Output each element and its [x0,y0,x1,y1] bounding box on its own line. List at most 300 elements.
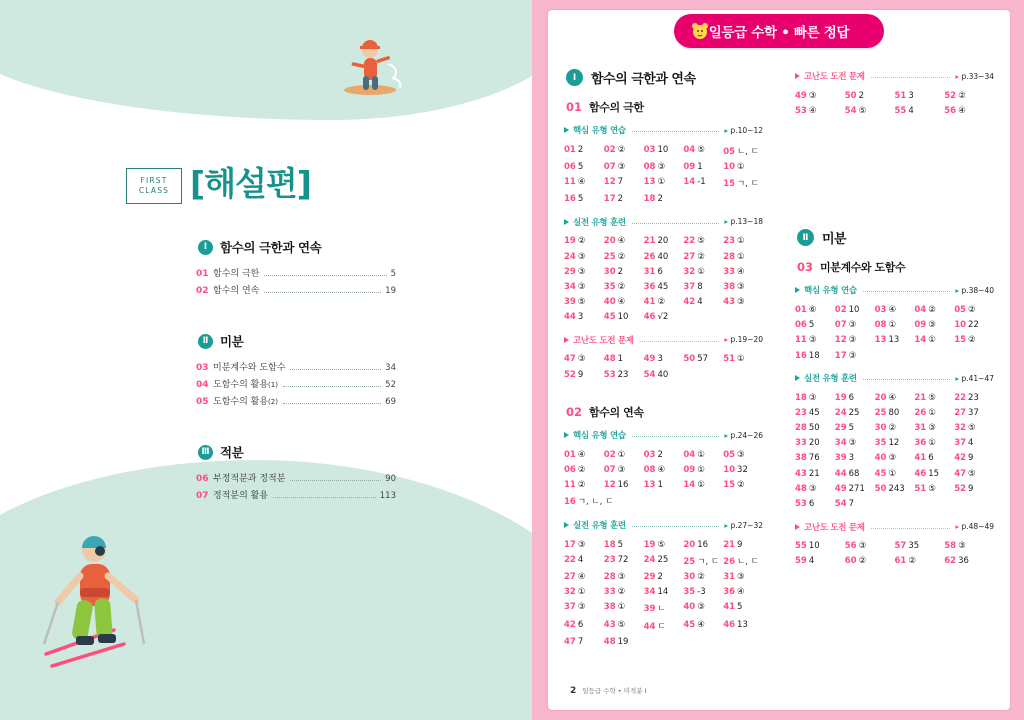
answer-number: 45 [683,619,696,630]
answer-item [795,320,835,330]
answer-value: ⑤ [657,539,666,550]
answer-value: ① [928,438,936,449]
answer-value: 3 [657,354,663,365]
section-heading [797,259,994,275]
answer-item [604,602,644,614]
answer-number: 22 [564,554,576,565]
answer-item [795,393,835,403]
answer-number: 50 [844,90,857,101]
answer-item [604,620,644,632]
band-page: ▸ p.24~26 [724,431,763,440]
answer-number: 23 [603,554,616,565]
toc-row-subtitle: (1) [268,381,278,389]
answer-item [944,91,994,101]
answer-value: ③ [888,453,897,464]
toc-row-page: 52 [385,380,396,390]
answer-value: ② [908,556,916,567]
answer-item [875,469,915,479]
answer-value: ③ [737,297,745,308]
answer-number: 33 [723,266,736,277]
toc-group-header [196,238,396,256]
answer-value: ② [617,144,626,155]
answer-value: ③ [617,571,626,582]
answer-item [835,305,875,315]
answer-number: 36 [723,587,736,598]
answer-value: ② [928,304,936,315]
answer-item [604,252,644,262]
answer-number: 32 [683,266,696,277]
band-practice [795,372,994,384]
answer-number: 39 [643,604,656,615]
answer-item [875,408,915,418]
answer-number: 08 [874,320,887,331]
snowboarder-illustration [330,24,420,104]
answer-number: 02 [603,144,616,155]
answer-value: 2 [617,266,624,277]
toc-row[interactable] [196,377,396,390]
answer-number: 46 [914,468,927,479]
answer-number: 10 [954,320,967,331]
band-page: ▸ p.33~34 [955,72,994,81]
answer-value: 23 [617,369,629,380]
triangle-icon [564,337,569,343]
answer-number: 18 [795,392,807,403]
mascot-icon [688,19,712,43]
answer-number: 22 [683,236,696,247]
band-dot-leader [863,286,951,292]
triangle-icon [564,219,569,225]
answer-number: 38 [723,281,736,292]
answer-value: 68 [848,468,860,479]
answer-number: 01 [795,304,807,315]
answer-value: 32 [737,465,748,476]
answer-item [914,469,954,479]
answer-value: ③ [848,350,857,361]
toc-row-page: 90 [385,474,396,484]
answer-item [795,106,845,116]
answer-value: 4 [968,438,974,449]
answer-number: 16 [564,497,576,508]
band-core [564,124,763,136]
answer-item [683,177,723,189]
answer-number: 35 [874,438,887,449]
answer-value: ② [968,335,976,346]
answer-value: ㄱ, ㄷ [697,556,720,567]
answer-number: 21 [643,236,656,247]
answer-number: 02 [834,304,847,315]
answer-item [683,297,723,307]
answer-number: 46 [643,312,656,323]
answer-item [795,351,835,361]
answer-item [644,465,684,475]
answer-item [914,484,954,494]
toc-row-number: 02 [196,286,209,296]
answer-item [604,162,644,172]
triangle-icon [795,524,800,530]
toc-row-title: 부정적분과 정적분 [213,474,286,484]
answer-number: 21 [723,539,736,550]
answer-number: 26 [914,407,927,418]
answer-number: 33 [603,587,616,598]
answer-item [604,312,644,322]
answer-number: 58 [944,541,957,552]
answer-item [604,282,644,292]
answer-number: 01 [564,144,576,155]
answer-number: 51 [914,483,927,494]
answer-number: 40 [683,602,696,613]
mint-wave-top-2 [0,0,532,86]
answer-number: 31 [643,266,656,277]
ribbon-banner [674,14,884,48]
answer-item [604,480,644,490]
footer-book-title: 일등급 수학 • 미적분 Ⅰ [582,687,647,695]
answer-item [954,320,994,330]
answer-item [564,495,614,508]
right-page [532,0,1024,720]
answer-item [644,480,684,490]
answer-item [875,423,915,433]
answer-item [723,177,763,189]
answer-number: 44 [834,468,847,479]
answer-number: 54 [834,499,847,510]
toc-group-title: 함수의 극한과 연속 [220,240,322,255]
answer-number: 44 [643,621,656,632]
answer-item [835,423,875,433]
toc-row[interactable] [196,360,396,373]
answer-item [564,540,604,550]
answer-number: 43 [603,619,616,630]
answer-value: 12 [888,438,900,449]
answer-number: 53 [603,369,616,380]
skier-illustration [28,504,178,684]
answer-item [835,453,875,463]
answer-value: 2 [657,449,663,460]
answer-number: 18 [603,539,616,550]
toc-row[interactable] [196,394,396,407]
answer-value: ③ [577,602,586,613]
answer-value: ① [617,449,626,460]
page-footer [570,686,647,696]
answer-item [723,236,763,246]
answer-item [875,335,915,345]
band-practice [564,216,763,228]
answer-value: 13 [888,335,900,346]
footer-page-number: 2 [570,686,577,696]
answer-item [954,335,994,345]
answer-item [795,469,835,479]
answer-value: ② [577,236,586,247]
answer-item [835,393,875,403]
band-label: 고난도 도전 문제 [573,335,634,346]
chapter-heading [797,228,994,247]
answer-item [644,267,684,277]
answer-value: ④ [617,297,626,308]
answer-item [944,556,994,566]
toc-row-page: 34 [385,363,396,373]
answer-value: 1 [697,161,703,172]
band-label: 고난도 도전 문제 [804,522,865,533]
triangle-icon [564,127,569,133]
answer-number: 43 [723,297,736,308]
answer-number: 04 [914,304,927,315]
band-dot-leader [871,72,951,78]
answer-item [644,555,684,567]
answer-number: 14 [683,176,696,187]
answer-value: 50 [808,423,820,434]
answer-number: 28 [795,423,807,434]
answer-item [683,465,723,475]
answer-number: 39 [834,453,847,464]
answer-value: 37 [968,407,979,418]
answer-item [875,393,915,403]
answer-value: ⑤ [968,423,976,434]
answer-item [564,465,604,475]
answer-value: ④ [577,571,586,582]
band-dot-leader [632,218,720,224]
toc-row-title: 도함수의 활용 [213,380,269,390]
answer-value: ㄴ, ㄷ [737,556,759,567]
answer-item [875,320,915,330]
answer-number: 24 [643,554,656,565]
band-dot-leader [871,523,951,529]
answer-number: 15 [954,335,967,346]
band-hard [795,70,994,82]
answer-item [564,194,604,204]
answer-number: 26 [643,251,656,262]
page-title: [해설편] [190,164,311,203]
answer-number: 34 [564,281,576,292]
answer-item [604,637,644,647]
answer-item [644,572,684,582]
answer-number: 15 [723,178,736,189]
answer-number: 12 [834,335,847,346]
toc-row[interactable] [196,488,396,501]
answer-number: 49 [834,483,847,494]
answer-item [683,267,723,277]
answer-item [644,450,684,460]
toc-dot-leader [264,286,381,293]
toc-row[interactable] [196,266,396,279]
answer-grid [795,390,994,512]
toc-row[interactable] [196,471,396,484]
answer-number: 54 [643,369,656,380]
answer-number: 42 [954,453,967,464]
answer-item [644,252,684,262]
answer-value: 25 [848,407,860,418]
answer-value: ⑤ [617,619,626,630]
answer-value: ㄴ [657,604,666,615]
answer-value: ② [968,304,976,315]
answer-number: 06 [564,465,576,476]
answer-number: 35 [683,587,696,598]
answer-number: 50 [683,354,696,365]
answer-value: 5 [737,602,743,613]
answer-number: 25 [603,251,616,262]
answer-number: 25 [683,556,696,567]
answer-number: 23 [723,236,736,247]
answer-value: 4 [808,556,815,567]
answer-item [644,354,684,364]
answer-number: 11 [564,480,576,491]
answer-number: 05 [723,146,736,157]
answer-number: 37 [683,281,696,292]
band-label: 고난도 도전 문제 [804,72,865,82]
answer-item [914,408,954,418]
answer-number: 13 [874,335,887,346]
answer-number: 29 [643,571,656,582]
answer-item [723,267,763,277]
answer-item [914,438,954,448]
answer-number: 51 [723,354,736,365]
answer-value: ① [737,236,745,247]
answer-item [564,620,604,632]
answer-value: ③ [928,320,936,331]
answer-number: 16 [564,194,576,205]
answer-number: 55 [894,105,907,116]
answer-item [723,602,763,614]
answer-value: -1 [697,176,706,187]
answer-number: 28 [723,251,736,262]
answer-item [564,312,604,322]
answer-number: 49 [643,354,656,365]
answer-item [875,484,915,494]
answer-value: ③ [617,161,626,172]
band-label: 실전 유형 훈련 [804,374,857,385]
toc-row[interactable] [196,283,396,296]
answer-item [644,620,684,632]
answer-item [895,106,945,116]
band-dot-leader [632,126,720,132]
answer-number: 42 [683,297,696,308]
answer-item [723,540,763,550]
answer-value: ③ [958,541,966,552]
answer-item [944,106,994,116]
answer-item [564,354,604,364]
answer-value: ④ [737,587,745,598]
toc-group-header [196,332,396,350]
band-page: ▸ p.19~20 [724,335,763,344]
toc-row-page: 5 [390,269,396,279]
band-dot-leader [863,374,951,380]
answer-item [845,541,895,551]
answer-number: 06 [795,320,807,331]
answer-value: ④ [577,176,586,187]
badge-line-2: CLASS [138,186,170,195]
answer-item [723,145,763,157]
answer-number: 13 [643,176,656,187]
answer-item [845,91,895,101]
answer-column-left [548,58,779,708]
answer-number: 31 [723,571,736,582]
answer-item [683,162,723,172]
answer-value: ① [928,407,936,418]
toc-dot-leader [283,397,381,404]
answer-item [564,297,604,307]
answer-item [644,236,684,246]
answer-number: 41 [643,297,656,308]
answer-number: 40 [874,453,887,464]
answer-item [723,572,763,582]
answer-number: 33 [795,438,807,449]
answer-number: 36 [914,438,927,449]
answer-number: 03 [643,144,656,155]
answer-item [644,370,684,380]
triangle-icon [795,375,800,381]
answer-item [795,541,845,551]
answer-number: 31 [914,423,927,434]
answer-number: 50 [874,483,887,494]
answer-item [914,320,954,330]
toc-row-number: 04 [196,380,209,390]
answer-number: 57 [894,541,907,552]
answer-item [604,354,644,364]
answer-item [795,408,835,418]
answer-item [723,450,763,460]
answer-value: ⑤ [577,297,586,308]
answer-value: 5 [577,194,584,205]
answer-number: 54 [844,105,857,116]
answer-grid [795,88,994,118]
answer-value: 9 [968,453,974,464]
answer-item [914,335,954,345]
answer-item [564,572,604,582]
answer-value: 2 [617,194,624,205]
answer-grid [795,539,994,569]
answer-value: 15 [928,468,940,479]
answer-item [954,438,994,448]
answer-number: 21 [914,392,927,403]
answer-value: ③ [808,483,817,494]
answer-value: ③ [697,602,705,613]
band-label: 핵심 유형 연습 [804,286,857,297]
answer-value: ④ [657,465,666,476]
answer-item [604,236,644,246]
answer-item [604,572,644,582]
answer-number: 47 [564,354,576,365]
answer-value: 22 [968,320,979,331]
answer-number: 17 [603,194,616,205]
answer-item [895,91,945,101]
answer-number: 15 [723,480,736,491]
section-title: 함수의 연속 [589,406,644,420]
answer-item [564,145,604,157]
answer-number: 08 [643,465,656,476]
answer-number: 13 [643,480,656,491]
answer-value: 6 [848,392,855,403]
answer-value: ④ [888,392,897,403]
band-core [795,284,994,296]
section-heading [566,404,763,420]
answer-number: 41 [723,602,736,613]
answer-value: ③ [577,539,586,550]
answer-sheet [548,10,1010,710]
answer-number: 11 [564,176,576,187]
toc-row-page: 69 [385,397,396,407]
toc-row-title: 미분계수와 도함수 [213,363,286,373]
answer-number: 37 [564,602,576,613]
chapter-heading [566,68,763,87]
answer-number: 30 [683,571,696,582]
section-number: 02 [566,405,583,420]
answer-item [835,351,875,361]
answer-value: ㄱ, ㄷ [737,178,759,189]
answer-value: 40 [657,369,669,380]
answer-item [604,465,644,475]
answer-number: 41 [914,453,927,464]
answer-item [795,335,835,345]
answer-item [795,423,835,433]
answer-item [954,305,994,315]
